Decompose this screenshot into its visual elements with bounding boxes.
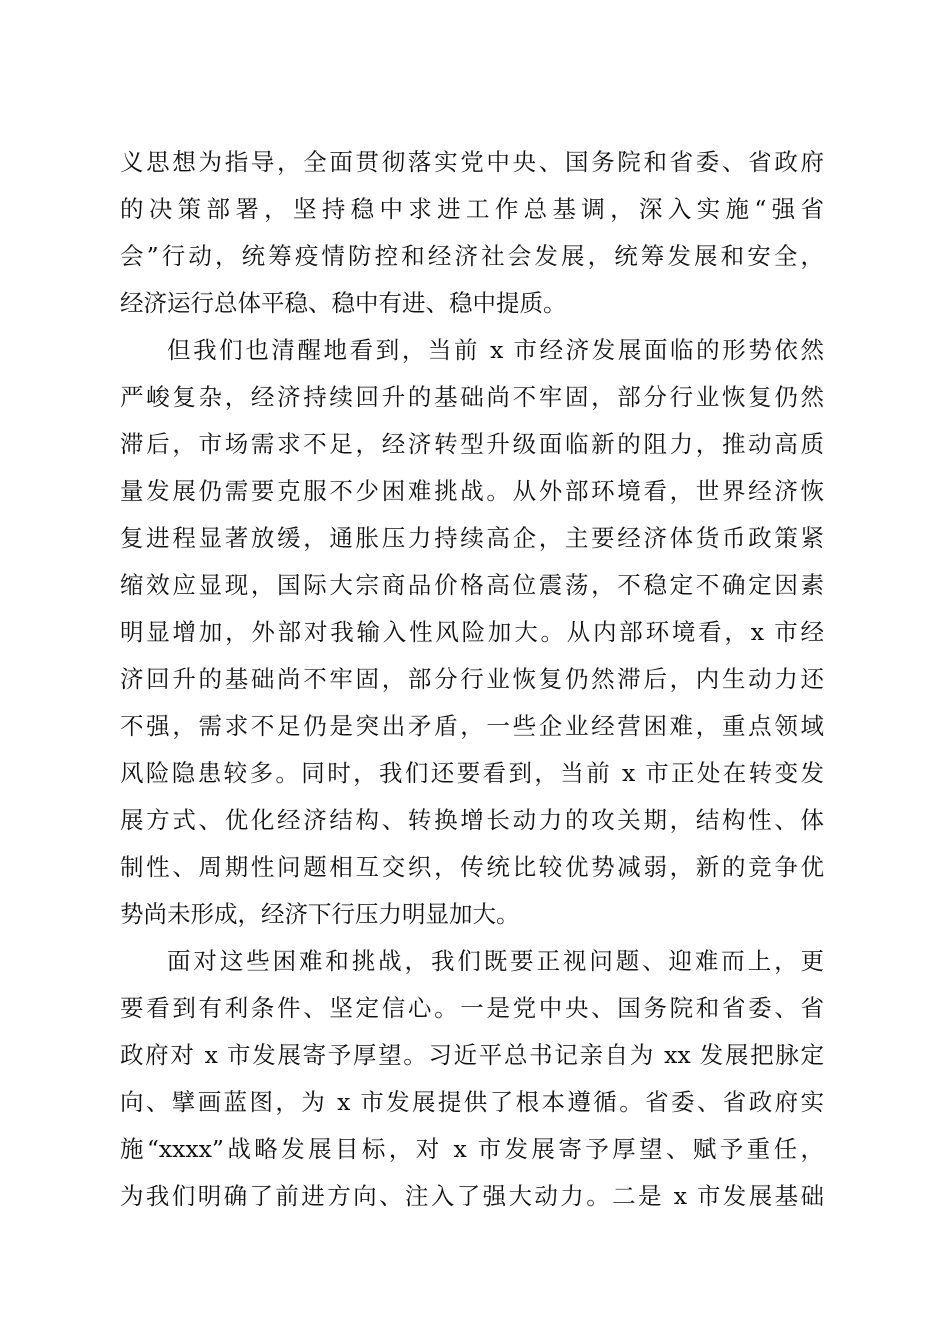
text-line: 量发展仍需要克服不少困难挑战。从外部环境看，世界经济恢 [120,477,824,505]
text-line: 制性、周期性问题相互交织，传统比较优势减弱，新的竞争优 [120,853,824,881]
text-line: 缩效应显现，国际大宗商品价格高位震荡，不稳定不确定因素 [120,571,824,599]
text-line: 严峻复杂，经济持续回升的基础尚不牢固，部分行业恢复仍然 [120,383,824,411]
document-body [120,139,824,1220]
text-line: 展方式、优化经济结构、转换增长动力的攻关期，结构性、体 [120,806,824,834]
paragraph-first-line: 但我们也清醒地看到，当前 x 市经济发展面临的形势依然 [167,336,824,364]
text-line: 复进程显著放缓，通胀压力持续高企，主要经济体货币政策紧 [120,524,824,552]
text-line: 政府对 x 市发展寄予厚望。习近平总书记亲自为 xx 发展把脉定 [120,1041,824,1069]
paragraph-first-line: 面对这些困难和挑战，我们既要正视问题、迎难而上，更 [167,947,824,975]
text-line: 义思想为指导，全面贯彻落实党中央、国务院和省委、省政府 [120,148,824,176]
text-line: 势尚未形成，经济下行压力明显加大。 [120,900,520,928]
text-line: 的决策部署，坚持稳中求进工作总基调，深入实施“强省 [120,195,824,223]
text-line: 会”行动，统筹疫情防控和经济社会发展，统筹发展和安全， [120,242,824,270]
text-line: 要看到有利条件、坚定信心。一是党中央、国务院和省委、省 [120,994,824,1022]
text-line: 经济运行总体平稳、稳中有进、稳中提质。 [120,289,567,317]
text-line: 风险隐患较多。同时，我们还要看到，当前 x 市正处在转变发 [120,759,824,787]
text-line: 明显增加，外部对我输入性风险加大。从内部环境看，x 市经 [120,618,824,646]
text-line: 滞后，市场需求不足，经济转型升级面临新的阻力，推动高质 [120,430,824,458]
text-line: 施“xxxx”战略发展目标，对 x 市发展寄予厚望、赋予重任， [120,1135,824,1163]
text-line: 向、擘画蓝图，为 x 市发展提供了根本遵循。省委、省政府实 [120,1088,824,1116]
text-line: 济回升的基础尚不牢固，部分行业恢复仍然滞后，内生动力还 [120,665,824,693]
text-line: 不强，需求不足仍是突出矛盾，一些企业经营困难，重点领域 [120,712,824,740]
text-line: 为我们明确了前进方向、注入了强大动力。二是 x 市发展基础 [120,1182,824,1210]
